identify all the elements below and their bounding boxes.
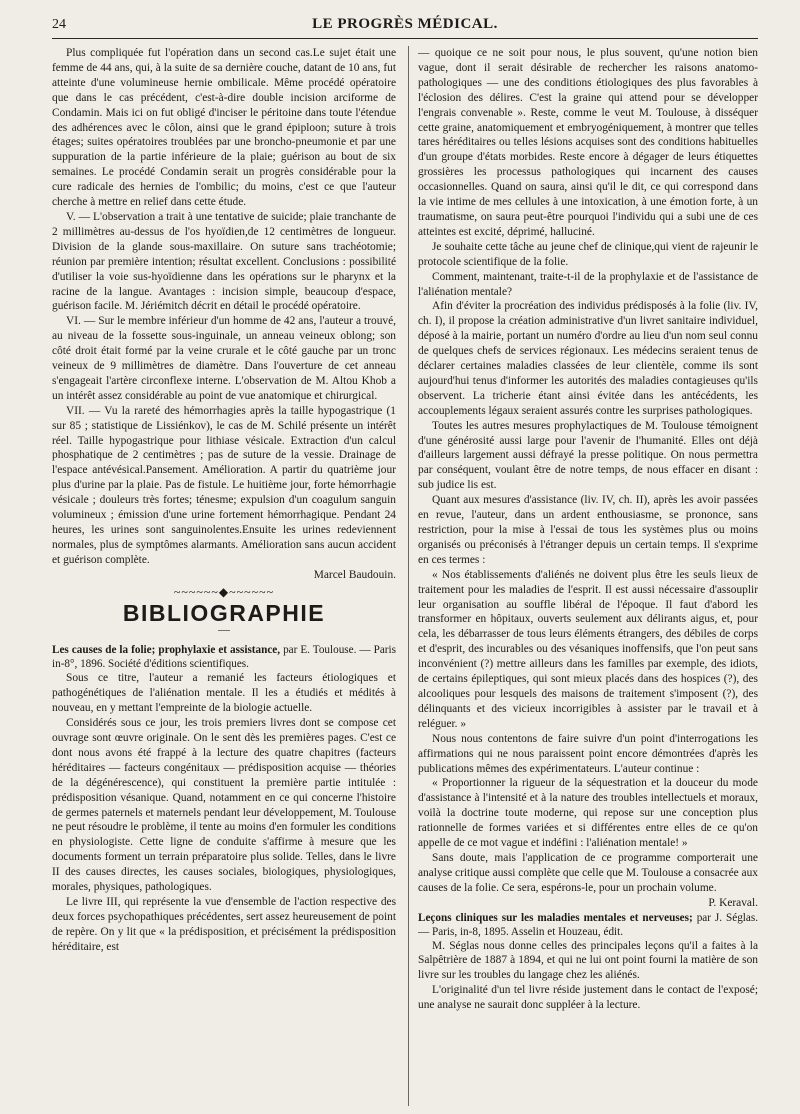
paragraph: Sans doute, mais l'application de ce programme comporterait une analyse critique aussi complète que celle que M. Toulouse a consacrée aux causes de la folie. Ce sera, espérons-le, pour un prochain volume.: [418, 851, 758, 894]
entry-title: Leçons cliniques sur les maladies mentales et nerveuses;: [418, 911, 693, 924]
header-rule: [52, 38, 758, 39]
bibliography-entry: [52, 643, 396, 671]
paragraph: VI. — Sur le membre inférieur d'un homme de 42 ans, l'auteur a trouvé, au niveau de la fossette sous-inguinale, un anneau veineux oblong; son côté droit était formé par la veine crurale et le côté gauche par un tronc veineux de 9 millimètres de diamètre. Dans l'ouverture de cet anneau s'engageait l'artère circonflexe interne. L'observation de M. Altou Khob a un intérêt assez considérable au point de vue anatomique et chirurgical.: [52, 315, 396, 402]
left-column: [52, 46, 396, 955]
paragraph: Comment, maintenant, traite-t-il de la prophylaxie et de l'assistance de l'aliénation mentale?: [418, 270, 758, 298]
paragraph: Le livre III, qui représente la vue d'ensemble de l'action respective des deux forces psychopathiques précédentes, sert assez heureusement de point de repère. On y lit que « la prédisposition, et précisément la prédisposition héréditaire, est: [52, 895, 396, 953]
paragraph: Sous ce titre, l'auteur a remanié les facteurs étiologiques et pathogénétiques de l'aliénation mentale. Il les a étudiés et médités à nouveau, en y mettant l'empreinte de la biologie actuelle.: [52, 672, 396, 715]
paragraph: V. — L'observation a trait à une tentative de suicide; plaie tranchante de 2 millimètres au-dessus de l'os hyoïdien,de 12 centimètres de longueur. Division de la glande sous-maxillaire. On suture sans trachéotomie; réunion par première intention; résultat excellent. Conclusions : possibilité d'utiliser la voie sus-hyoïdienne dans les opérations sur le pharynx et la racine de la langue. Avantages : incision simple, beaucoup d'espace, guérison facile. M. Jériémitch décrit en détail le procédé opératoire.: [52, 210, 396, 313]
column-divider: [408, 46, 409, 1106]
page-header: [52, 14, 758, 36]
page-number: 24: [52, 17, 66, 32]
paragraph: VII. — Vu la rareté des hémorrhagies après la taille hypogastrique (1 sur 85 ; statistique de Lissiénkov), le cas de M. Schilé présente un intérêt réel. Taille hypogastrique pour lithiase vésicale. Extraction d'un calcul phosphatique de 2 centimètres ; pas de suture de la vessie. Drainage de l'espace antévésical.Pansement. Amélioration. A partir du quatrième jour plus d'urine par la plaie. Pas de fistule. Le huitième jour, forte hémorrhagie vésicale ; douleurs très fortes; ténesme; expulsion d'un coagulum sanguin volumineux ; émission d'une urine fortement hémorrhagique. Pendant 24 heures, les urines sont sanguinolentes.Ensuite les urines redeviennent normales, plus de symptômes alarmants. Amélioration sans aucun accident et guérison complète.: [52, 404, 396, 566]
paragraph: Nous nous contentons de faire suivre d'un point d'interrogations les affirmations qui ne nous paraissent point encore démontrées d'après les publications mêmes des expérimentateurs. L'auteur continue :: [418, 732, 758, 775]
signature: P. Keraval.: [708, 896, 758, 909]
paragraph: Je souhaite cette tâche au jeune chef de clinique,qui vient de rajeunir le protocole scientifique de la folie.: [418, 240, 758, 268]
paragraph: L'originalité d'un tel livre réside justement dans le contact de l'exposé; une analyse ne saurait donc suppléer à la lecture.: [418, 984, 758, 1012]
entry-title: Les causes de la folie; prophylaxie et assistance,: [52, 644, 281, 657]
section-dash: —: [218, 622, 230, 637]
paragraph: Considérés sous ce jour, les trois premiers livres dont se compose cet ouvrage sont œuvre originale. On le sent dès les premières pages. C'est ce dont nous avons été frappé à la lecture des quatre chapitres (facteurs héréditaires — facteurs congénitaux — prédisposition acquise — théories de la dégénérescence), qui constituent la première partie intitulée : prédisposition vésanique. Quand, notamment en ce qui concerne l'histoire de germes paternels et maternels pendant leur développement, M. Toulouse ne peut résoudre le problème, il tente au moins d'en formuler les conditions en physiologiste. Cette ligne de conduite s'affirme à mesure que les documents forment un terrain préparatoire plus solide. Telles, dans le livre II des causes directes, les causes sociales, biologiques, physiologiques, morales, physiques, pathologiques.: [52, 717, 396, 894]
quote-paragraph: « Proportionner la rigueur de la séquestration et la douceur du mode d'assistance à l'intensité et à la nature des troubles intellectuels et moraux, voilà la doctrine toute moderne, qui repose sur une conception plus rationnelle de formes variées et si différentes entre elles de ce qu'on appelle de ce mot vague et indéfini : l'aliénation mentale! »: [418, 777, 758, 850]
paragraph: Quant aux mesures d'assistance (liv. IV, ch. II), après les avoir passées en revue, l'auteur, dans un ardent enthousiasme, se prononce, sans restriction, pour la mise à l'essai de tous les systèmes plus ou moins organisés ou préconisés à l'étranger depuis un certain temps. Il s'exprime en ces termes :: [418, 494, 758, 566]
section-heading: BIBLIOGRAPHIE: [122, 599, 326, 626]
quote-paragraph: « Nos établissements d'aliénés ne doivent plus être les seuls lieux de traitement pour les maladies de l'esprit. Il est aussi nécessaire d'assouplir leur organisation au souffle libéral de l'époque. Il faut d'abord les transformer en hôpitaux, ouverts seulement aux délirants aigus, et, pour cela, les débarrasser de tous leurs éléments étrangers, des débiles de corps et d'esprit, des incurables ou des vésaniques inoffensifs, que l'on peut sans inconvénient (?) mettre ailleurs dans les familles par exemple, des idiots, de certains épileptiques, qui sont mieux placés dans des hospices (?), des alcooliques pour lesquels des maisons de traitement s'imposent (?), des délinquants et des vicieux incorrigibles à assister par le travail et à reléguer. »: [418, 568, 758, 730]
paragraph: — quoique ce ne soit pour nous, le plus souvent, qu'une notion bien vague, dont il serait désirable de rechercher les raisons anatomo-pathologiques — une des conditions étiologiques des plus favorables à l'éclosion des délires. C'est la graine qui attend pour se développer l'engrais convenable ». Reste, comme le veut M. Toulouse, à disséquer cette graine, anatomiquement et embryogéniquement, à montrer que telles tares héréditaires ou telles lésions acquises sont des conditions habituelles d'un groupe d'états morbides. Reste encore à dégager de leurs étiquettes grossières les processus pathologiques qui incarnent des causes occasionnelles. Quand on saura, ainsi qu'il le dit, ce qui correspond dans la vie intime de mes cellules à une intoxication, à une émotion forte, à un traumatisme, on saura peut-être pourquoi l'individu qui a subi une de ces atteintes est excité, déprimé, halluciné.: [418, 47, 758, 238]
bibliography-entry: [418, 911, 758, 939]
paragraph: M. Séglas nous donne celles des principales leçons qu'il a faites à la Salpêtrière de 1887 à 1894, et qui ne lui ont point fourni la matière de son livre sur les troubles du langage chez les aliénés.: [418, 939, 758, 982]
journal-title: LE PROGRÈS MÉDICAL.: [312, 16, 498, 32]
entry-citation: par E. Toulouse. — Paris in-8°, 1896. Société d'éditions scientifiques.: [52, 644, 396, 671]
paragraph: Afin d'éviter la procréation des individus prédisposés à la folie (liv. IV, ch. I), il propose la création administrative d'un livret sanitaire individuel, déposé à la mairie, portant un numéro d'ordre au lieu d'un nom seul connu de quelques chefs de services régionaux. Les médecins seraient tenus de déclarer certaines maladies classées de leur clientèle, comme ils sont aujourd'hui tenus d'informer les autorités des maladies contagieuses qu'ils observent. La tricherie étant ainsi évitée dans les antécédents, les accouplements légaux seraient assurés contre les surprises pathologiques.: [418, 300, 758, 417]
entry-citation: par J. Séglas. — Paris, in-8, 1895. Asselin et Houzeau, édit.: [418, 911, 759, 938]
paragraph: Toutes les autres mesures prophylactiques de M. Toulouse témoignent d'une générosité aussi large pour l'avenir de l'humanité. Elles ont déjà d'ailleurs largement aussi défrayé la presse politique. On nous permettra par conséquent, voulant être de notre temps, de nous effacer en disant : sub judice lis est.: [418, 419, 758, 492]
ornament-divider: ~~~~~~◆~~~~~~: [173, 584, 275, 599]
right-column: [418, 46, 758, 1013]
signature: Marcel Baudouin.: [313, 568, 396, 581]
paragraph: Plus compliquée fut l'opération dans un second cas.Le sujet était une femme de 44 ans, qui, à la suite de sa dernière couche, datant de 10 ans, fut atteinte d'une volumineuse hernie ombilicale. Même procédé opératoire que dans le cas précédent, c'est-à-dire double incision arciforme de Condamin. Mais ici on fut obligé d'inciser le péritoine dans toute l'étendue des adhérences avec le côlon, ainsi que le grand épiploon; suture à trois étages; suites opératoires troublées par une broncho-pneumonie et par une suppuration de la partie inférieure de la plaie; guérison au bout de six semaines. Le procédé Condamin serait un progrès considérable pour la cure radicale des hernies de l'ombilic; du moins, c'est ce que l'auteur cherche à mettre en relief dans cette étude.: [52, 47, 396, 209]
